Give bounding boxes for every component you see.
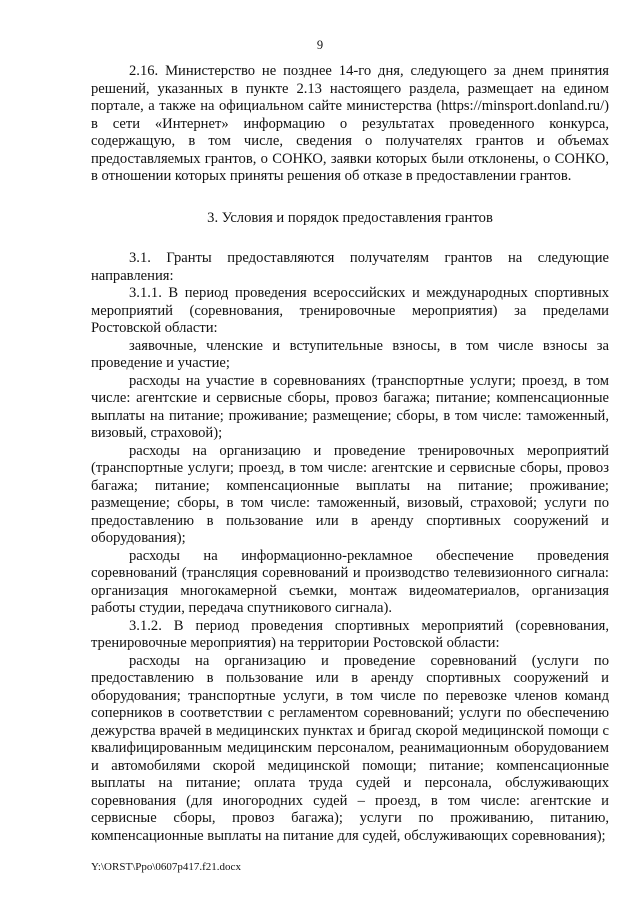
paragraph-competition-costs: расходы на участие в соревнованиях (транспортные услуги; проезд, в том числе: агентские и сервисные сборы, провоз багажа; питание; компенсационные выплаты на питание; проживание; размещение; сборы, в том числе: таможенный, визовый, страховой); [91,372,609,441]
paragraph-fees: заявочные, членские и вступительные взносы, в том числе взносы за проведение и участие; [91,337,609,371]
footer-file-path: Y:\ORST\Ppo\0607p417.f21.docx [91,861,241,873]
paragraph-training-costs: расходы на организацию и проведение тренировочных мероприятий (транспортные услуги; проезд, в том числе: агентские и сервисные сборы, провоз багажа; питание; компенсационные выплаты на питание; проживание; размещение; сборы, в том числе: таможенный, визовый, страховой; услуги по предоставлению в пользование или в аренду спортивных сооружений и оборудования); [91,442,609,546]
paragraph-2-16: 2.16. Министерство не позднее 14-го дня, следующего за днем принятия решений, указанных в пункте 2.13 настоящего раздела, размещает на едином портале, а также на официальном сайте министерства (https://minsport.donland.ru/) в сети «Интернет» информацию о результатах проведенного конкурса, содержащую, в том числе, сведения о получателях грантов и объемах предоставляемых грантов, о СОНКО, заявки которых были отклонены, о СОНКО, в отношении которых приняты решения об отказе в предоставлении грантов. [91,63,609,184]
page-number: 9 [316,38,324,52]
paragraph-3-1-2: 3.1.2. В период проведения спортивных мероприятий (соревнования, тренировочные мероприятия) на территории Ростовской области: [91,617,609,651]
paragraph-regional-costs: расходы на организацию и проведение соревнований (услуги по предоставлению в пользование или в аренду спортивных сооружений и оборудования; транспортные услуги, в том числе по перевозке членов команд соперников в соответствии с регламентом соревнований; услуги по обеспечению дежурства врачей в медицинских пунктах и бригад скорой медицинской помощи с квалифицированным медицинским персоналом, реанимационным оборудованием и автомобилями скорой медицинской помощи; питание; компенсационные выплаты на питание; оплата труда судей и персонала, обслуживающих соревнования (для иногородних судей – проезд, в том числе: агентские и сервисные сборы, провоз багажа); услуги по проживанию, питанию, компенсационные выплаты на питание для судей, обслуживающих соревнования); [91,652,609,844]
paragraph-3-1: 3.1. Гранты предоставляются получателям грантов на следующие направления: [91,250,609,284]
document-body [91,63,609,845]
paragraph-3-1-1: 3.1.1. В период проведения всероссийских и международных спортивных мероприятий (соревнования, тренировочные мероприятия) за пределами Ростовской области: [91,285,609,336]
paragraph-media-costs: расходы на информационно-рекламное обеспечение проведения соревнований (трансляция соревнований и производство телевизионного сигнала: организация многокамерной съемки, монтаж видеоматериалов, организация работы студии, передача спутникового сигнала). [91,547,609,616]
section-heading: 3. Условия и порядок предоставления грантов [207,209,493,226]
